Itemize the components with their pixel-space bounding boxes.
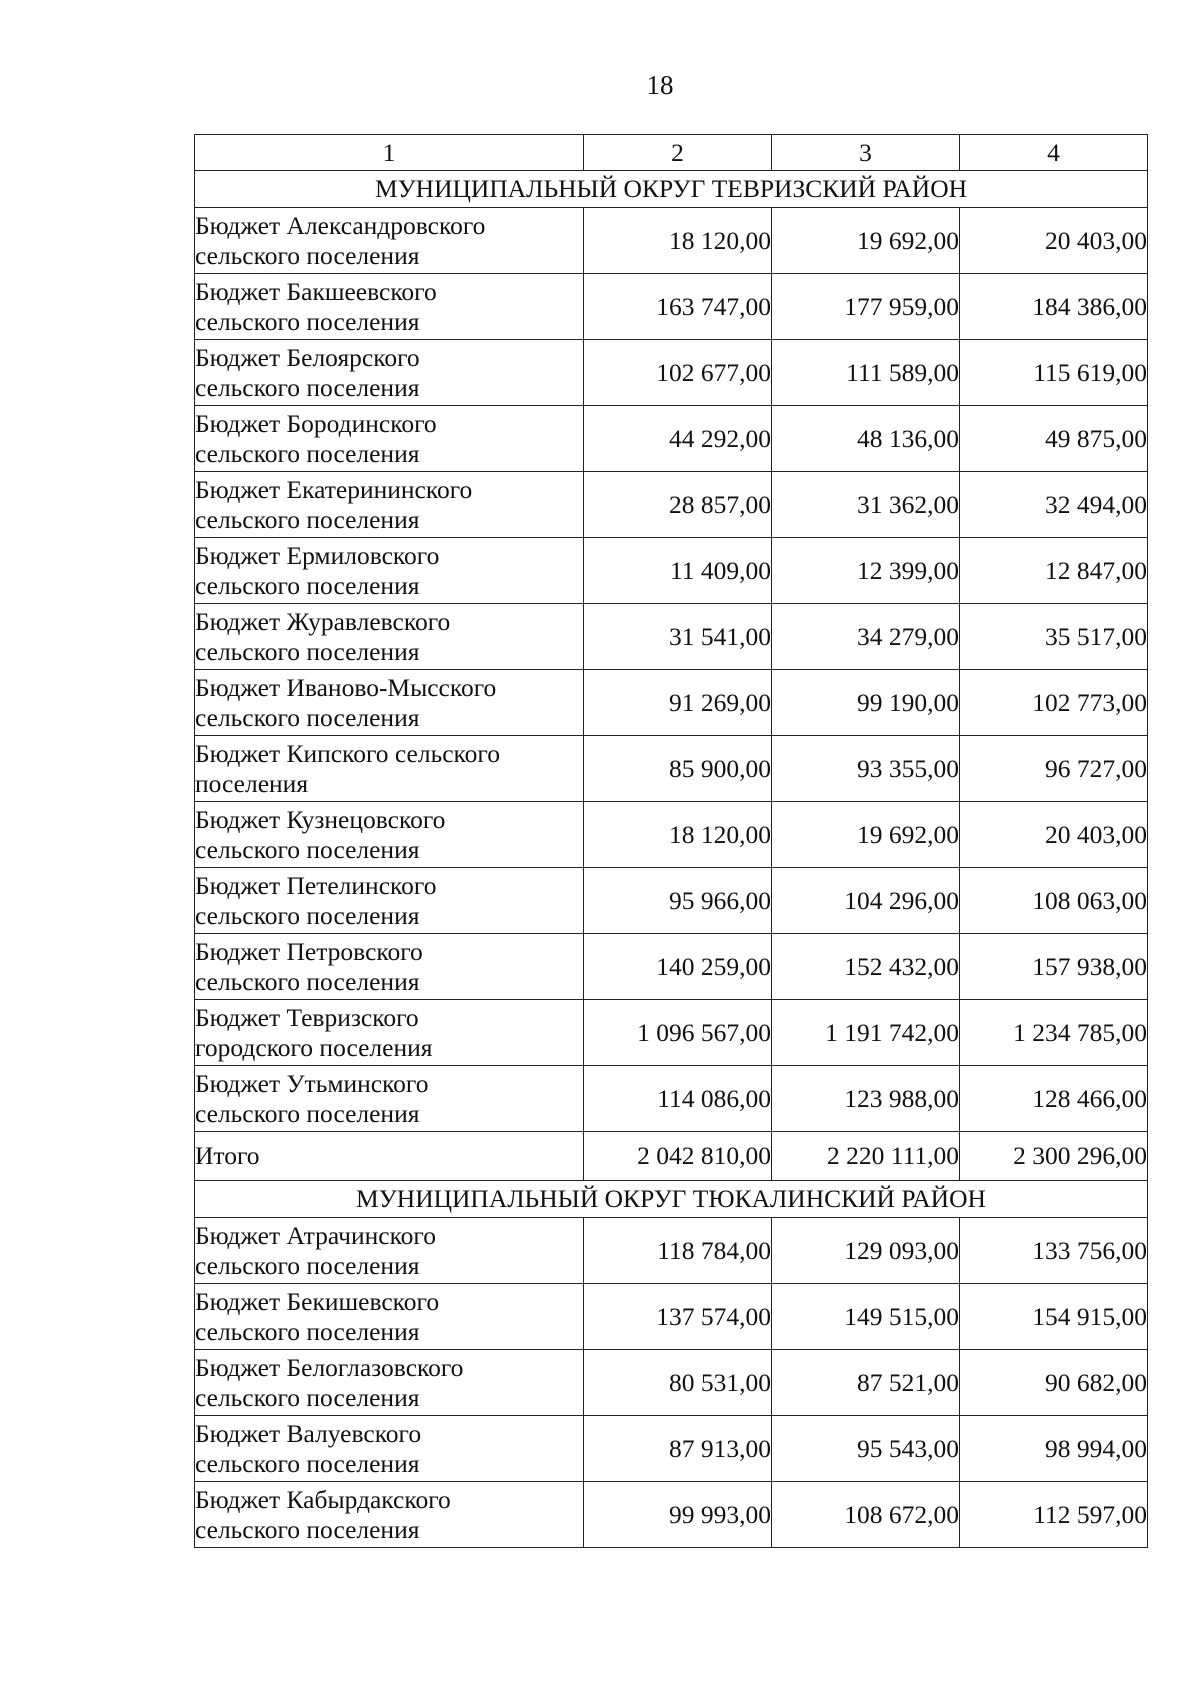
value-col-3: 48 136,00 <box>772 406 960 472</box>
budget-name-cell <box>195 604 584 670</box>
budget-table <box>194 134 1148 1548</box>
budget-name-cell <box>195 274 584 340</box>
table-row <box>195 1066 1148 1132</box>
value-col-3: 111 589,00 <box>772 340 960 406</box>
budget-name-line: сельского поселения <box>195 306 420 336</box>
table-row <box>195 1218 1148 1284</box>
budget-name-line: Бюджет Екатерининского <box>195 474 473 504</box>
budget-name-cell <box>195 1218 584 1284</box>
table-row <box>195 406 1148 472</box>
total-row <box>195 1132 1148 1181</box>
value-col-4: 49 875,00 <box>960 406 1148 472</box>
value-col-2: 85 900,00 <box>584 736 772 802</box>
budget-name-cell <box>195 670 584 736</box>
budget-name-line: Бюджет Бакшеевского <box>195 276 437 306</box>
budget-name-cell <box>195 538 584 604</box>
budget-name-cell <box>195 1350 584 1416</box>
value-col-2: 137 574,00 <box>584 1284 772 1350</box>
column-number-4: 4 <box>960 135 1148 171</box>
budget-name-cell <box>195 406 584 472</box>
value-col-2: 99 993,00 <box>584 1482 772 1548</box>
budget-name-line: Бюджет Петровского <box>195 936 423 966</box>
value-col-3: 19 692,00 <box>772 802 960 868</box>
value-col-2: 87 913,00 <box>584 1416 772 1482</box>
value-col-3: 12 399,00 <box>772 538 960 604</box>
table-row <box>195 1416 1148 1482</box>
value-col-3: 108 672,00 <box>772 1482 960 1548</box>
value-col-2: 91 269,00 <box>584 670 772 736</box>
value-col-4: 12 847,00 <box>960 538 1148 604</box>
budget-name-line: Бюджет Тевризского <box>195 1002 419 1032</box>
value-col-4: 154 915,00 <box>960 1284 1148 1350</box>
value-col-2: 114 086,00 <box>584 1066 772 1132</box>
value-col-4: 20 403,00 <box>960 208 1148 274</box>
value-col-4: 133 756,00 <box>960 1218 1148 1284</box>
budget-name-line: Бюджет Валуевского <box>195 1418 422 1448</box>
value-col-3: 87 521,00 <box>772 1350 960 1416</box>
value-col-4: 112 597,00 <box>960 1482 1148 1548</box>
budget-name-line: сельского поселения <box>195 570 420 600</box>
budget-name-line: поселения <box>195 768 309 798</box>
value-col-3: 95 543,00 <box>772 1416 960 1482</box>
value-col-4: 96 727,00 <box>960 736 1148 802</box>
value-col-3: 19 692,00 <box>772 208 960 274</box>
value-col-2: 140 259,00 <box>584 934 772 1000</box>
value-col-4: 35 517,00 <box>960 604 1148 670</box>
total-label: Итого <box>195 1132 584 1181</box>
budget-name-line: Бюджет Белоярского <box>195 342 420 372</box>
budget-name-line: сельского поселения <box>195 240 420 270</box>
value-col-4: 98 994,00 <box>960 1416 1148 1482</box>
value-col-2: 95 966,00 <box>584 868 772 934</box>
budget-name-line: сельского поселения <box>195 1098 420 1128</box>
value-col-3: 177 959,00 <box>772 274 960 340</box>
budget-name-line: сельского поселения <box>195 966 420 996</box>
budget-name-line: сельского поселения <box>195 1514 420 1544</box>
budget-name-line: сельского поселения <box>195 1316 420 1346</box>
total-col-2: 2 042 810,00 <box>584 1132 772 1181</box>
value-col-4: 32 494,00 <box>960 472 1148 538</box>
table-row <box>195 472 1148 538</box>
value-col-2: 28 857,00 <box>584 472 772 538</box>
value-col-3: 129 093,00 <box>772 1218 960 1284</box>
value-col-3: 1 191 742,00 <box>772 1000 960 1066</box>
budget-name-line: Бюджет Утьминского <box>195 1068 429 1098</box>
value-col-4: 115 619,00 <box>960 340 1148 406</box>
value-col-2: 18 120,00 <box>584 802 772 868</box>
column-number-row <box>195 135 1148 171</box>
budget-name-line: сельского поселения <box>195 504 420 534</box>
value-col-3: 99 190,00 <box>772 670 960 736</box>
value-col-2: 80 531,00 <box>584 1350 772 1416</box>
budget-name-line: сельского поселения <box>195 702 420 732</box>
value-col-2: 11 409,00 <box>584 538 772 604</box>
budget-name-cell <box>195 340 584 406</box>
budget-name-line: сельского поселения <box>195 1250 420 1280</box>
table-row <box>195 208 1148 274</box>
section-title-row <box>195 1181 1148 1218</box>
budget-name-line: Бюджет Журавлевского <box>195 606 451 636</box>
table-row <box>195 802 1148 868</box>
value-col-2: 44 292,00 <box>584 406 772 472</box>
value-col-3: 34 279,00 <box>772 604 960 670</box>
budget-name-line: Бюджет Белоглазовского <box>195 1352 464 1382</box>
value-col-3: 123 988,00 <box>772 1066 960 1132</box>
budget-table-body <box>195 135 1148 1548</box>
budget-name-cell <box>195 1284 584 1350</box>
table-row <box>195 1000 1148 1066</box>
budget-name-line: Бюджет Бекишевского <box>195 1286 440 1316</box>
table-row <box>195 340 1148 406</box>
value-col-4: 184 386,00 <box>960 274 1148 340</box>
budget-name-line: Бюджет Кабырдакского <box>195 1484 451 1514</box>
budget-name-cell <box>195 208 584 274</box>
value-col-4: 1 234 785,00 <box>960 1000 1148 1066</box>
budget-name-line: сельского поселения <box>195 372 420 402</box>
total-col-3: 2 220 111,00 <box>772 1132 960 1181</box>
total-col-4: 2 300 296,00 <box>960 1132 1148 1181</box>
table-row <box>195 736 1148 802</box>
table-row <box>195 670 1148 736</box>
budget-name-line: сельского поселения <box>195 1448 420 1478</box>
table-row <box>195 274 1148 340</box>
table-row <box>195 538 1148 604</box>
table-row <box>195 934 1148 1000</box>
value-col-3: 149 515,00 <box>772 1284 960 1350</box>
budget-name-line: сельского поселения <box>195 1382 420 1412</box>
budget-name-cell <box>195 1416 584 1482</box>
value-col-2: 18 120,00 <box>584 208 772 274</box>
value-col-3: 152 432,00 <box>772 934 960 1000</box>
value-col-4: 102 773,00 <box>960 670 1148 736</box>
budget-name-line: Бюджет Кузнецовского <box>195 804 446 834</box>
column-number-1: 1 <box>195 135 584 171</box>
budget-name-line: Бюджет Иваново-Мысского <box>195 672 497 702</box>
budget-name-line: сельского поселения <box>195 438 420 468</box>
value-col-3: 31 362,00 <box>772 472 960 538</box>
table-row <box>195 1482 1148 1548</box>
value-col-4: 157 938,00 <box>960 934 1148 1000</box>
table-row <box>195 1284 1148 1350</box>
budget-name-cell <box>195 1482 584 1548</box>
value-col-4: 128 466,00 <box>960 1066 1148 1132</box>
value-col-2: 163 747,00 <box>584 274 772 340</box>
budget-name-cell <box>195 868 584 934</box>
budget-name-cell <box>195 802 584 868</box>
value-col-3: 93 355,00 <box>772 736 960 802</box>
value-col-2: 118 784,00 <box>584 1218 772 1284</box>
budget-name-line: Бюджет Атрачинского <box>195 1220 436 1250</box>
column-number-3: 3 <box>772 135 960 171</box>
budget-name-cell <box>195 1066 584 1132</box>
value-col-4: 108 063,00 <box>960 868 1148 934</box>
table-row <box>195 1350 1148 1416</box>
budget-name-line: городского поселения <box>195 1032 433 1062</box>
value-col-4: 90 682,00 <box>960 1350 1148 1416</box>
value-col-3: 104 296,00 <box>772 868 960 934</box>
budget-name-line: Бюджет Петелинского <box>195 870 437 900</box>
table-row <box>195 604 1148 670</box>
value-col-4: 20 403,00 <box>960 802 1148 868</box>
column-number-2: 2 <box>584 135 772 171</box>
budget-name-line: Бюджет Кипского сельского <box>195 738 500 768</box>
budget-name-line: Бюджет Бородинского <box>195 408 437 438</box>
budget-name-cell <box>195 472 584 538</box>
budget-name-cell <box>195 934 584 1000</box>
table-row <box>195 868 1148 934</box>
section-title: МУНИЦИПАЛЬНЫЙ ОКРУГ ТЮКАЛИНСКИЙ РАЙОН <box>195 1181 1148 1218</box>
page-number: 18 <box>646 70 674 100</box>
budget-name-line: сельского поселения <box>195 900 420 930</box>
budget-name-line: Бюджет Александровского <box>195 210 486 240</box>
value-col-2: 31 541,00 <box>584 604 772 670</box>
budget-name-cell <box>195 1000 584 1066</box>
section-title-row <box>195 171 1148 208</box>
budget-name-line: Бюджет Ермиловского <box>195 540 440 570</box>
value-col-2: 102 677,00 <box>584 340 772 406</box>
budget-name-line: сельского поселения <box>195 834 420 864</box>
budget-name-cell <box>195 736 584 802</box>
value-col-2: 1 096 567,00 <box>584 1000 772 1066</box>
section-title: МУНИЦИПАЛЬНЫЙ ОКРУГ ТЕВРИЗСКИЙ РАЙОН <box>195 171 1148 208</box>
budget-name-line: сельского поселения <box>195 636 420 666</box>
